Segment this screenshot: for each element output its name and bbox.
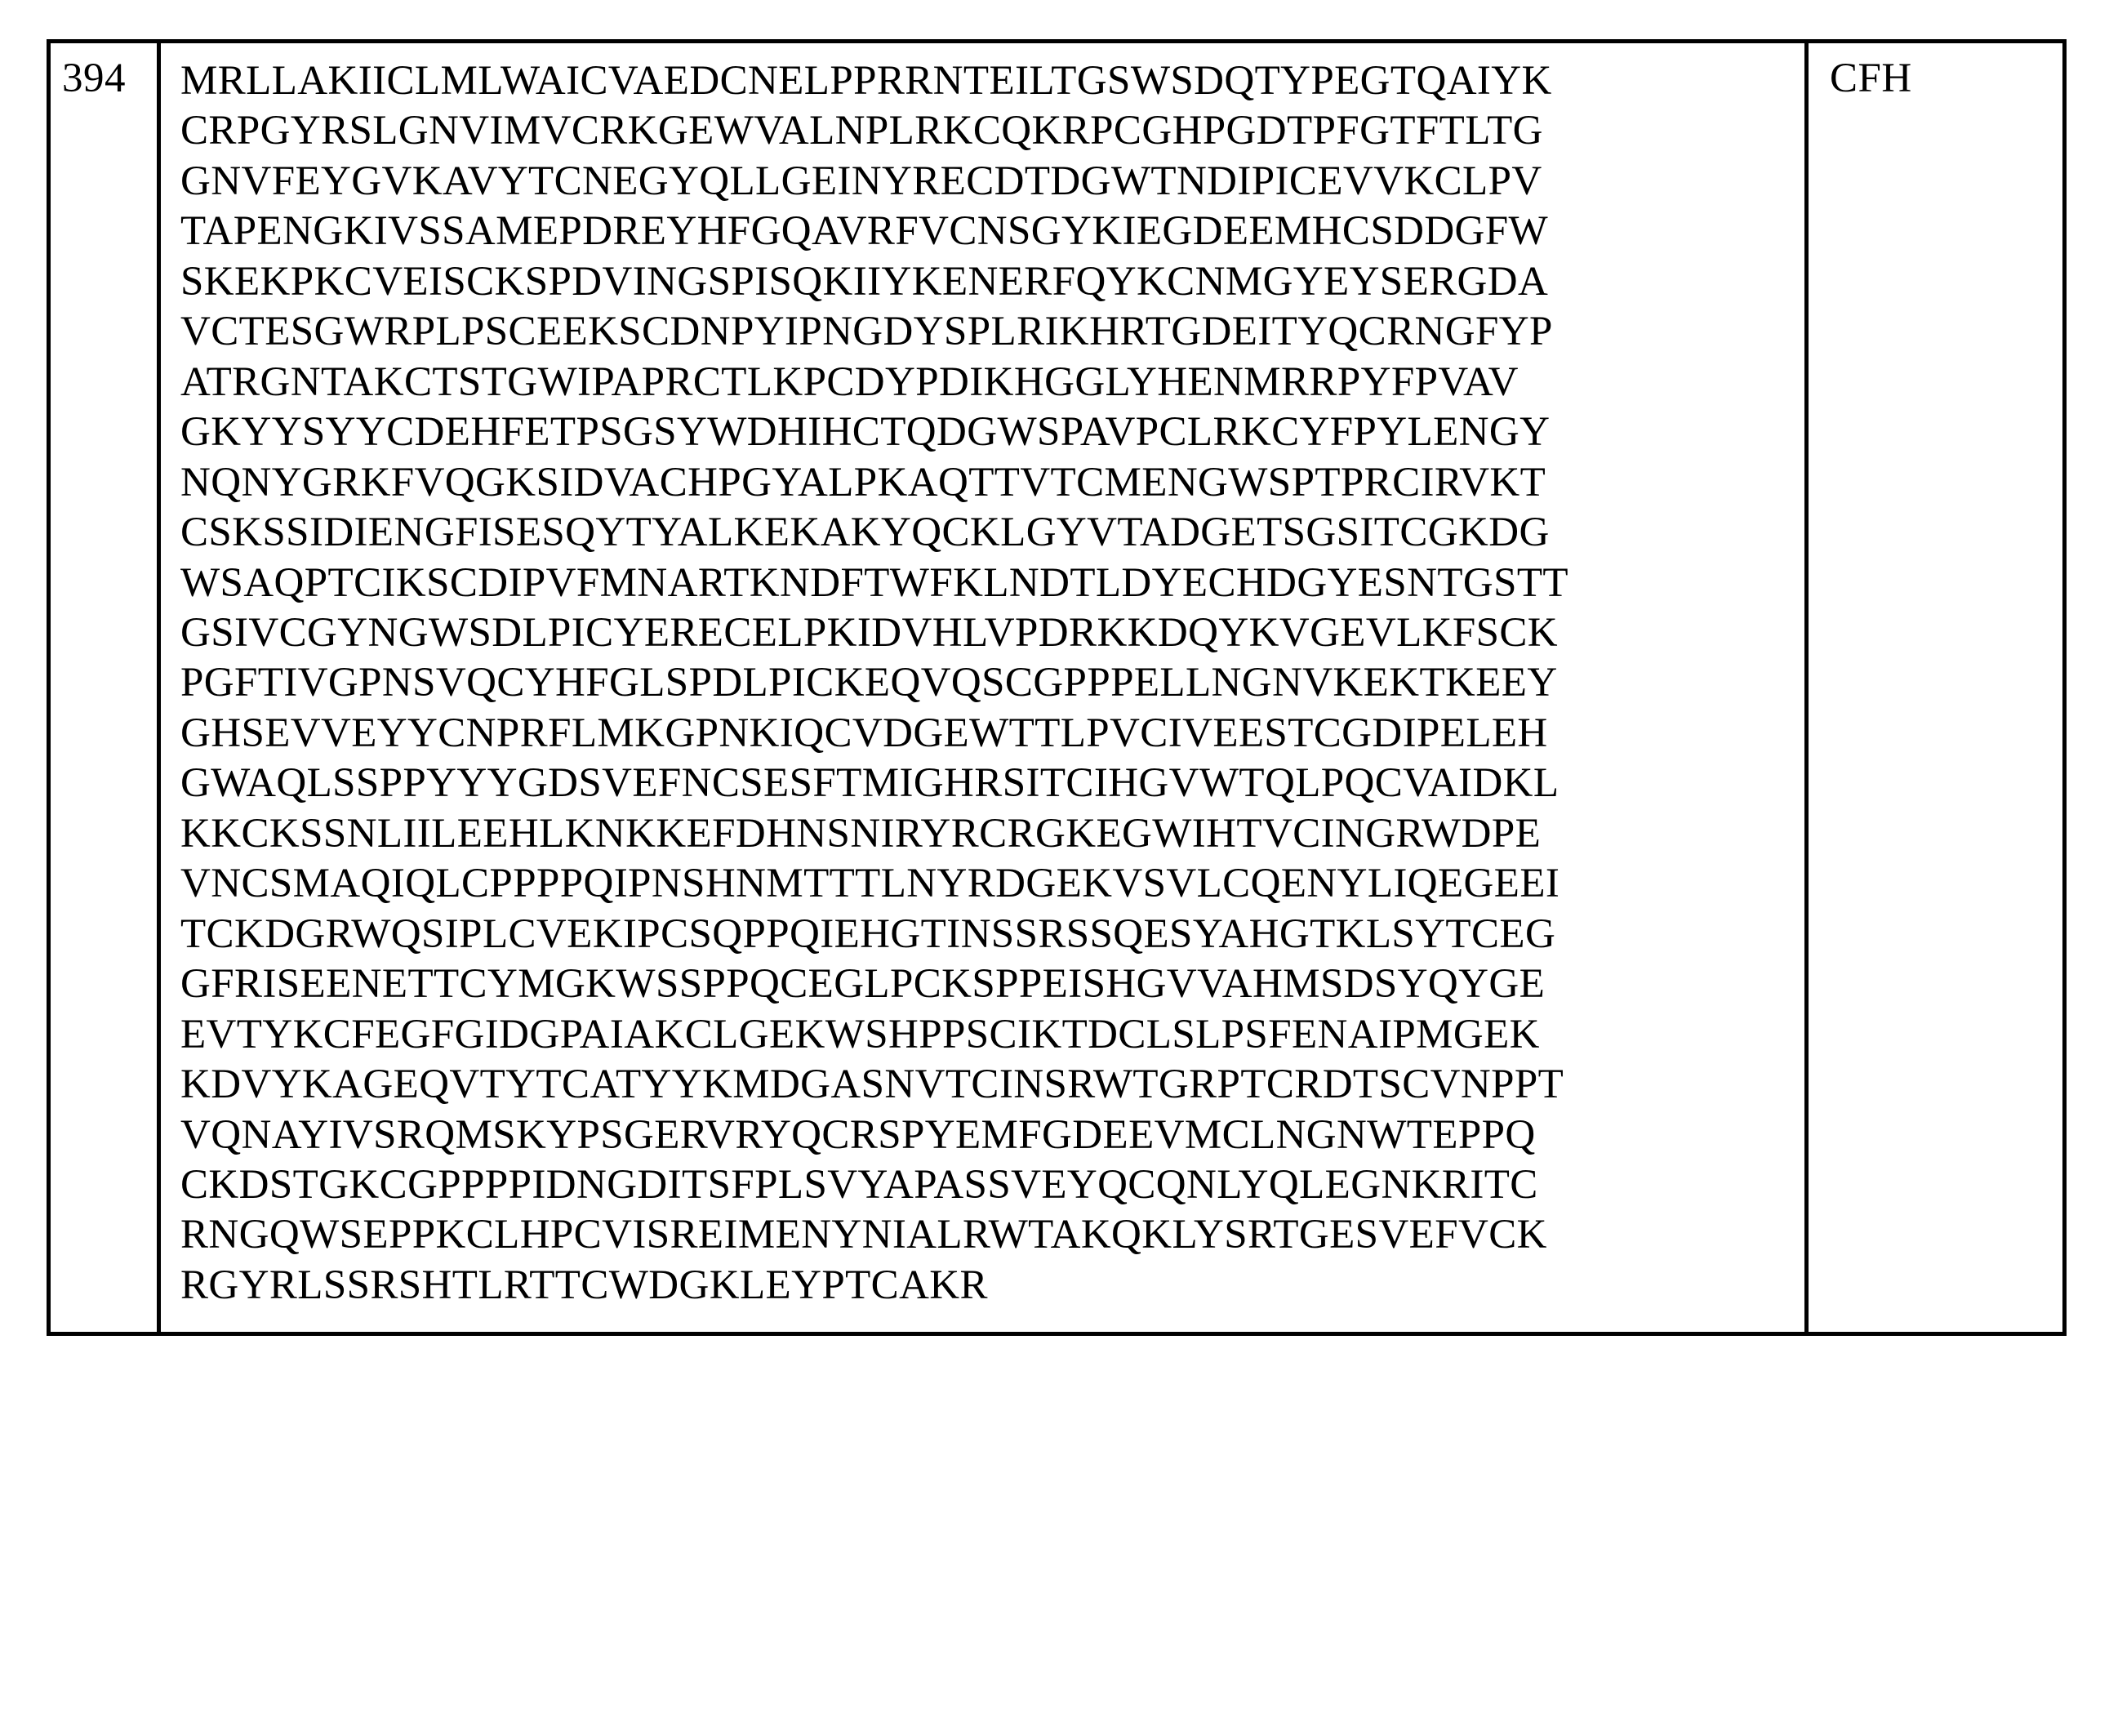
table-body (49, 42, 2065, 1334)
table-row (49, 42, 2065, 1334)
sequence-line: GHSEVVEYYCNPRFLMKGPNKIQCVDGEWTTLPVCIVEESTCGDIPELEH (180, 710, 1548, 756)
sequence-id: 394 (62, 56, 126, 101)
sequence-line: ATRGNTAKCTSTGWIPAPRCTLKPCDYPDIKHGGLYHENMRRPYFPVAV (180, 358, 1519, 405)
sequence-line: KDVYKAGEQVTYTCATYYKMDGASNVTCINSRWTGRPTCRDTSCVNPPT (180, 1062, 1564, 1108)
sequence-line: GKYYSYYCDEHFETPSGSYWDHIHCTQDGWSPAVPCLRKCYFPYLENGY (180, 409, 1551, 456)
sequence-line: GNVFEYGVKAVYTCNEGYQLLGEINYRECDTDGWTNDIPICEVVKCLPV (180, 158, 1542, 204)
sequence-line: GFRISEENETTCYMGKWSSPPQCEGLPCKSPPEISHGVVAHMSDSYQYGE (180, 961, 1546, 1008)
sequence-line: TCKDGRWQSIPLCVEKIPCSQPPQIEHGTINSSRSSQESYAHGTKLSYTCEG (180, 910, 1556, 957)
sequence-line: RNGQWSEPPKCLHPCVISREIMENYNIALRWTAKQKLYSRTGESVEFVCK (180, 1212, 1547, 1258)
sequence-block (161, 43, 1804, 1332)
sequence-line: EVTYKCFEGFGIDGPAIAKCLGEKWSHPPSCIKTDCLSLPSFENAIPMGEK (180, 1011, 1540, 1057)
sequence-line: WSAQPTCIKSCDIPVFMNARTKNDFTWFKLNDTLDYECHDGYESNTGSTT (180, 559, 1568, 606)
sequence-line: KKCKSSNLIILEEHLKNKKEFDHNSNIRYRCRGKEGWIHTVCINGRWDPE (180, 810, 1542, 857)
sequence-line: PGFTIVGPNSVQCYHFGLSPDLPICKEQVQSCGPPPELLNGNVKEKTKEEY (180, 660, 1558, 706)
sequence-line: SKEKPKCVEISCKSPDVINGSPISQKIIYKENERFQYKCNMGYEYSERGDA (180, 258, 1549, 305)
sequence-line: CKDSTGKCGPPPPIDNGDITSFPLSVYAPASSVEYQCQNLYQLEGNKRITC (180, 1161, 1538, 1208)
sequence-line: GSIVCGYNGWSDLPICYERECELPKIDVHLVPDRKKDQYKVGEVLKFSCK (180, 609, 1559, 656)
sequence-line: CRPGYRSLGNVIMVCRKGEWVALNPLRKCQKRPCGHPGDTPFGTFTLTG (180, 108, 1543, 154)
cell-gene-name (1807, 42, 2065, 1334)
sequence-line: RGYRLSSRSHTLRTTCWDGKLEYPTCAKR (180, 1262, 988, 1308)
sequence-table (47, 39, 2067, 1336)
sequence-line: VCTESGWRPLPSCEEKSCDNPYIPNGDYSPLRIKHRTGDEITYQCRNGFYP (180, 309, 1553, 355)
sequence-line: VQNAYIVSRQMSKYPSGERVRYQCRSPYEMFGDEEVMCLNGNWTEPPQ (180, 1111, 1536, 1158)
cell-identifier (49, 42, 159, 1334)
sequence-line: NQNYGRKFVQGKSIDVACHPGYALPKAQTTVTCMENGWSPTPRCIRVKT (180, 459, 1546, 505)
sequence-line: TAPENGKIVSSAMEPDREYHFGQAVRFVCNSGYKIEGDEEMHCSDDGFW (180, 208, 1549, 255)
sequence-line: GWAQLSSPPYYYGDSVEFNCSESFTMIGHRSITCIHGVWTQLPQCVAIDKL (180, 760, 1560, 807)
sequence-line: MRLLAKIICLMLWAICVAEDCNELPPRRNTEILTGSWSDQTYPEGTQAIYK (180, 58, 1552, 104)
sequence-line: CSKSSIDIENGFISESQYTYALKEKAKYQCKLGYVTADGETSGSITCGKDG (180, 510, 1550, 556)
sequence-line: VNCSMAQIQLCPPPPQIPNSHNMTTTLNYRDGEKVSVLCQENYLIQEGEEI (180, 861, 1560, 907)
cell-sequence (159, 42, 1807, 1334)
gene-name: CFH (1830, 56, 1912, 101)
